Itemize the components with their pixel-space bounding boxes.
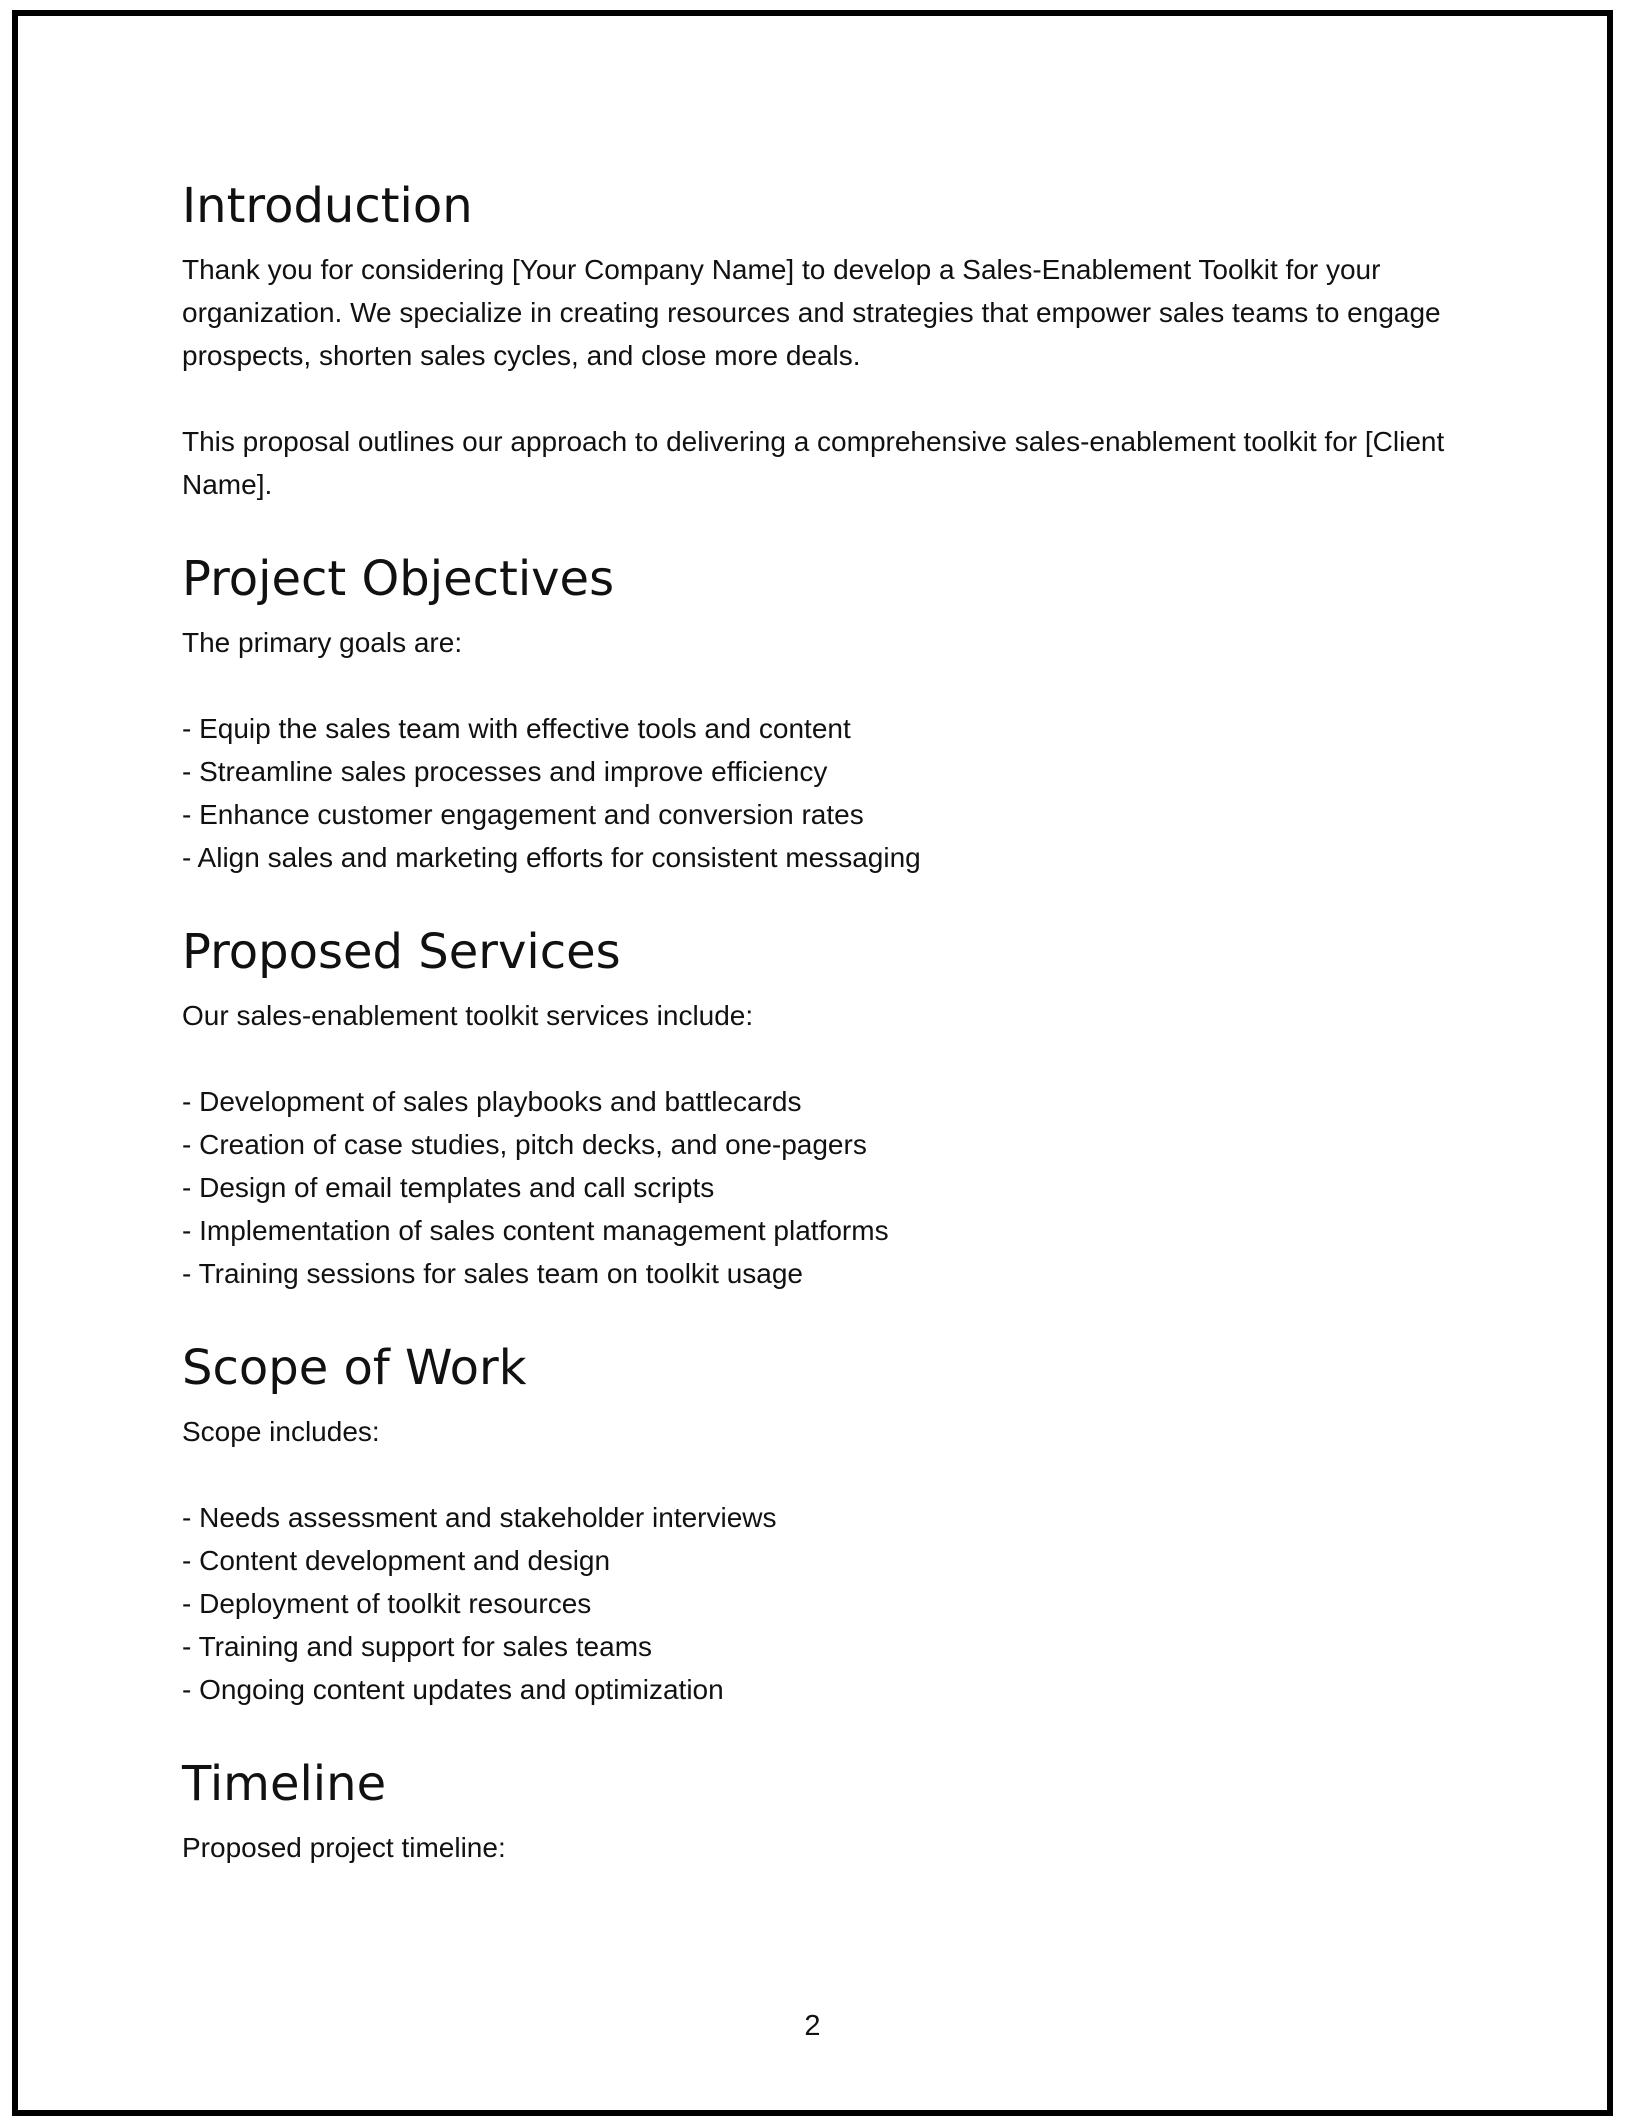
list-item: - Deployment of toolkit resources [182,1588,592,1619]
page-number: 2 [804,2010,821,2042]
list-item: - Development of sales playbooks and battlecards [182,1086,802,1117]
objectives-list [182,707,1482,879]
list-item: - Align sales and marketing efforts for consistent messaging [182,842,921,873]
introduction-section [182,176,1482,506]
list-item: - Training and support for sales teams [182,1631,653,1662]
objectives-intro: The primary goals are: [182,627,463,658]
services-heading: Proposed Services [182,924,621,980]
timeline-intro: Proposed project timeline: [182,1832,506,1863]
objectives-heading: Project Objectives [182,551,615,607]
services-intro: Our sales-enablement toolkit services include: [182,1000,754,1031]
scope-heading: Scope of Work [182,1340,527,1396]
list-item: - Design of email templates and call scripts [182,1172,715,1203]
list-item: - Ongoing content updates and optimization [182,1674,724,1705]
document-content [182,176,1482,1912]
scope-section [182,1338,1482,1711]
list-item: - Equip the sales team with effective tools and content [182,713,851,744]
scope-list [182,1496,1482,1711]
list-item: - Creation of case studies, pitch decks, and one-pagers [182,1129,867,1160]
scope-intro: Scope includes: [182,1416,380,1447]
list-item: - Implementation of sales content management platforms [182,1215,889,1246]
introduction-heading: Introduction [182,178,473,234]
services-section [182,922,1482,1295]
list-item: - Content development and design [182,1545,611,1576]
page-frame [12,10,1613,2116]
introduction-paragraph-2: This proposal outlines our approach to delivering a comprehensive sales-enablement toolkit for [Client Name]. [182,426,1445,500]
list-item: - Streamline sales processes and improve efficiency [182,756,828,787]
timeline-heading: Timeline [182,1756,387,1812]
objectives-section [182,549,1482,879]
list-item: - Training sessions for sales team on toolkit usage [182,1258,803,1289]
timeline-section [182,1754,1482,1869]
introduction-paragraph-1: Thank you for considering [Your Company Name] to develop a Sales-Enablement Toolkit for your organization. We specialize in creating resources and strategies that empower sales teams to engage prospects, shorten sales cycles, and close more deals. [182,254,1441,371]
services-list [182,1080,1482,1295]
list-item: - Needs assessment and stakeholder interviews [182,1502,777,1533]
list-item: - Enhance customer engagement and conversion rates [182,799,864,830]
